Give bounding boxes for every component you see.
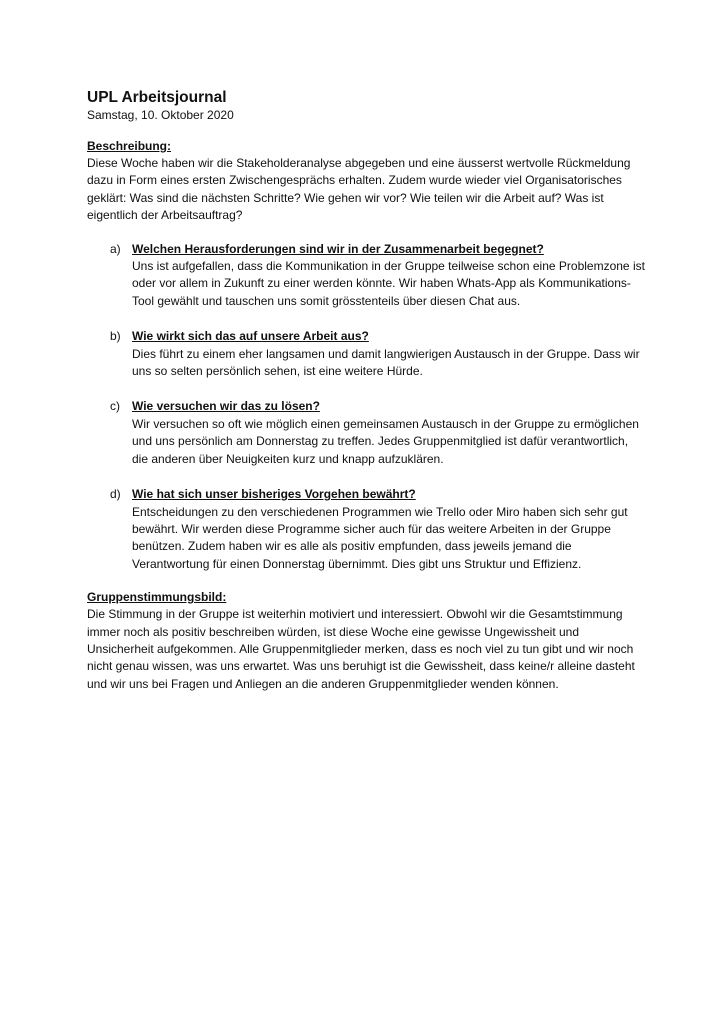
list-marker: d) [110, 487, 121, 502]
description-heading: Beschreibung: [87, 139, 172, 153]
document-content [87, 88, 647, 693]
question-list [87, 241, 647, 574]
document-date: Samstag, 10. Oktober 2020 [87, 108, 234, 122]
question-heading: Wie hat sich unser bisheriges Vorgehen bewährt? [132, 487, 416, 502]
question-answer: Uns ist aufgefallen, dass die Kommunikation in der Gruppe teilweise schon eine Problemzone ist oder vor allem in Zukunft zu einer werden könnte. Wir haben Whats-App als Kommunikations-Tool gewählt und tauschen uns somit grösstenteils über diesen Chat aus. [132, 259, 645, 308]
mood-heading: Gruppenstimmungsbild: [87, 590, 227, 605]
question-heading: Wie versuchen wir das zu lösen? [132, 399, 320, 414]
list-marker: b) [110, 329, 121, 344]
list-marker: c) [110, 399, 120, 414]
question-heading: Wie wirkt sich das auf unsere Arbeit aus? [132, 329, 369, 344]
description-text: Diese Woche haben wir die Stakeholderanalyse abgegeben und eine äusserst wertvolle Rückmeldung dazu in Form eines ersten Zwischengesprächs erhalten. Zudem wurde wieder viel Organisatorisches geklärt: Was sind die nächsten Schritte? Wie gehen wir vor? Wie teilen wir die Arbeit auf? Was ist eigentlich der Arbeitsauftrag? [87, 156, 631, 223]
mood-text: Die Stimmung in der Gruppe ist weiterhin motiviert und interessiert. Obwohl wir die Gesamtstimmung immer noch als positiv beschreiben würden, ist diese Woche eine gewisse Ungewissheit und Unsicherheit aufgekommen. Alle Gruppenmitglieder merken, dass es noch viel zu tun gibt und wir noch nicht genau wissen, was uns erwartet. Was uns beruhigt ist die Gewissheit, dass keine/r alleine dasteht und wir uns bei Fragen und Anliegen an die anderen Gruppenmitglieder wenden können. [87, 607, 635, 691]
question-item-c [87, 398, 647, 468]
question-answer: Entscheidungen zu den verschiedenen Programmen wie Trello oder Miro haben sich sehr gut bewährt. Wir werden diese Programme sicher auch für das weitere Arbeiten in der Gruppe benützen. Zudem haben wir es alle als positiv empfunden, dass jeweils jemand die Verantwortung für einen Donnerstag übernimmt. Dies gibt uns Struktur und Effizienz. [132, 504, 628, 571]
question-item-d [87, 486, 647, 573]
question-answer: Wir versuchen so oft wie möglich einen gemeinsamen Austausch in der Gruppe zu ermöglichen und uns persönlich am Donnerstag zu treffen. Jedes Gruppenmitglied ist dafür verantwortlich, die anderen über Neuigkeiten kurz und knapp aufzuklären. [132, 416, 639, 466]
question-heading: Welchen Herausforderungen sind wir in der Zusammenarbeit begegnet? [132, 241, 544, 256]
question-item-b [87, 328, 647, 380]
list-marker: a) [110, 241, 121, 256]
question-item-a [87, 241, 647, 311]
document-title: UPL Arbeitsjournal [87, 89, 227, 106]
question-answer: Dies führt zu einem eher langsamen und damit langwierigen Austausch in der Gruppe. Dass wir uns so selten persönlich sehen, ist eine weitere Hürde. [132, 346, 640, 379]
